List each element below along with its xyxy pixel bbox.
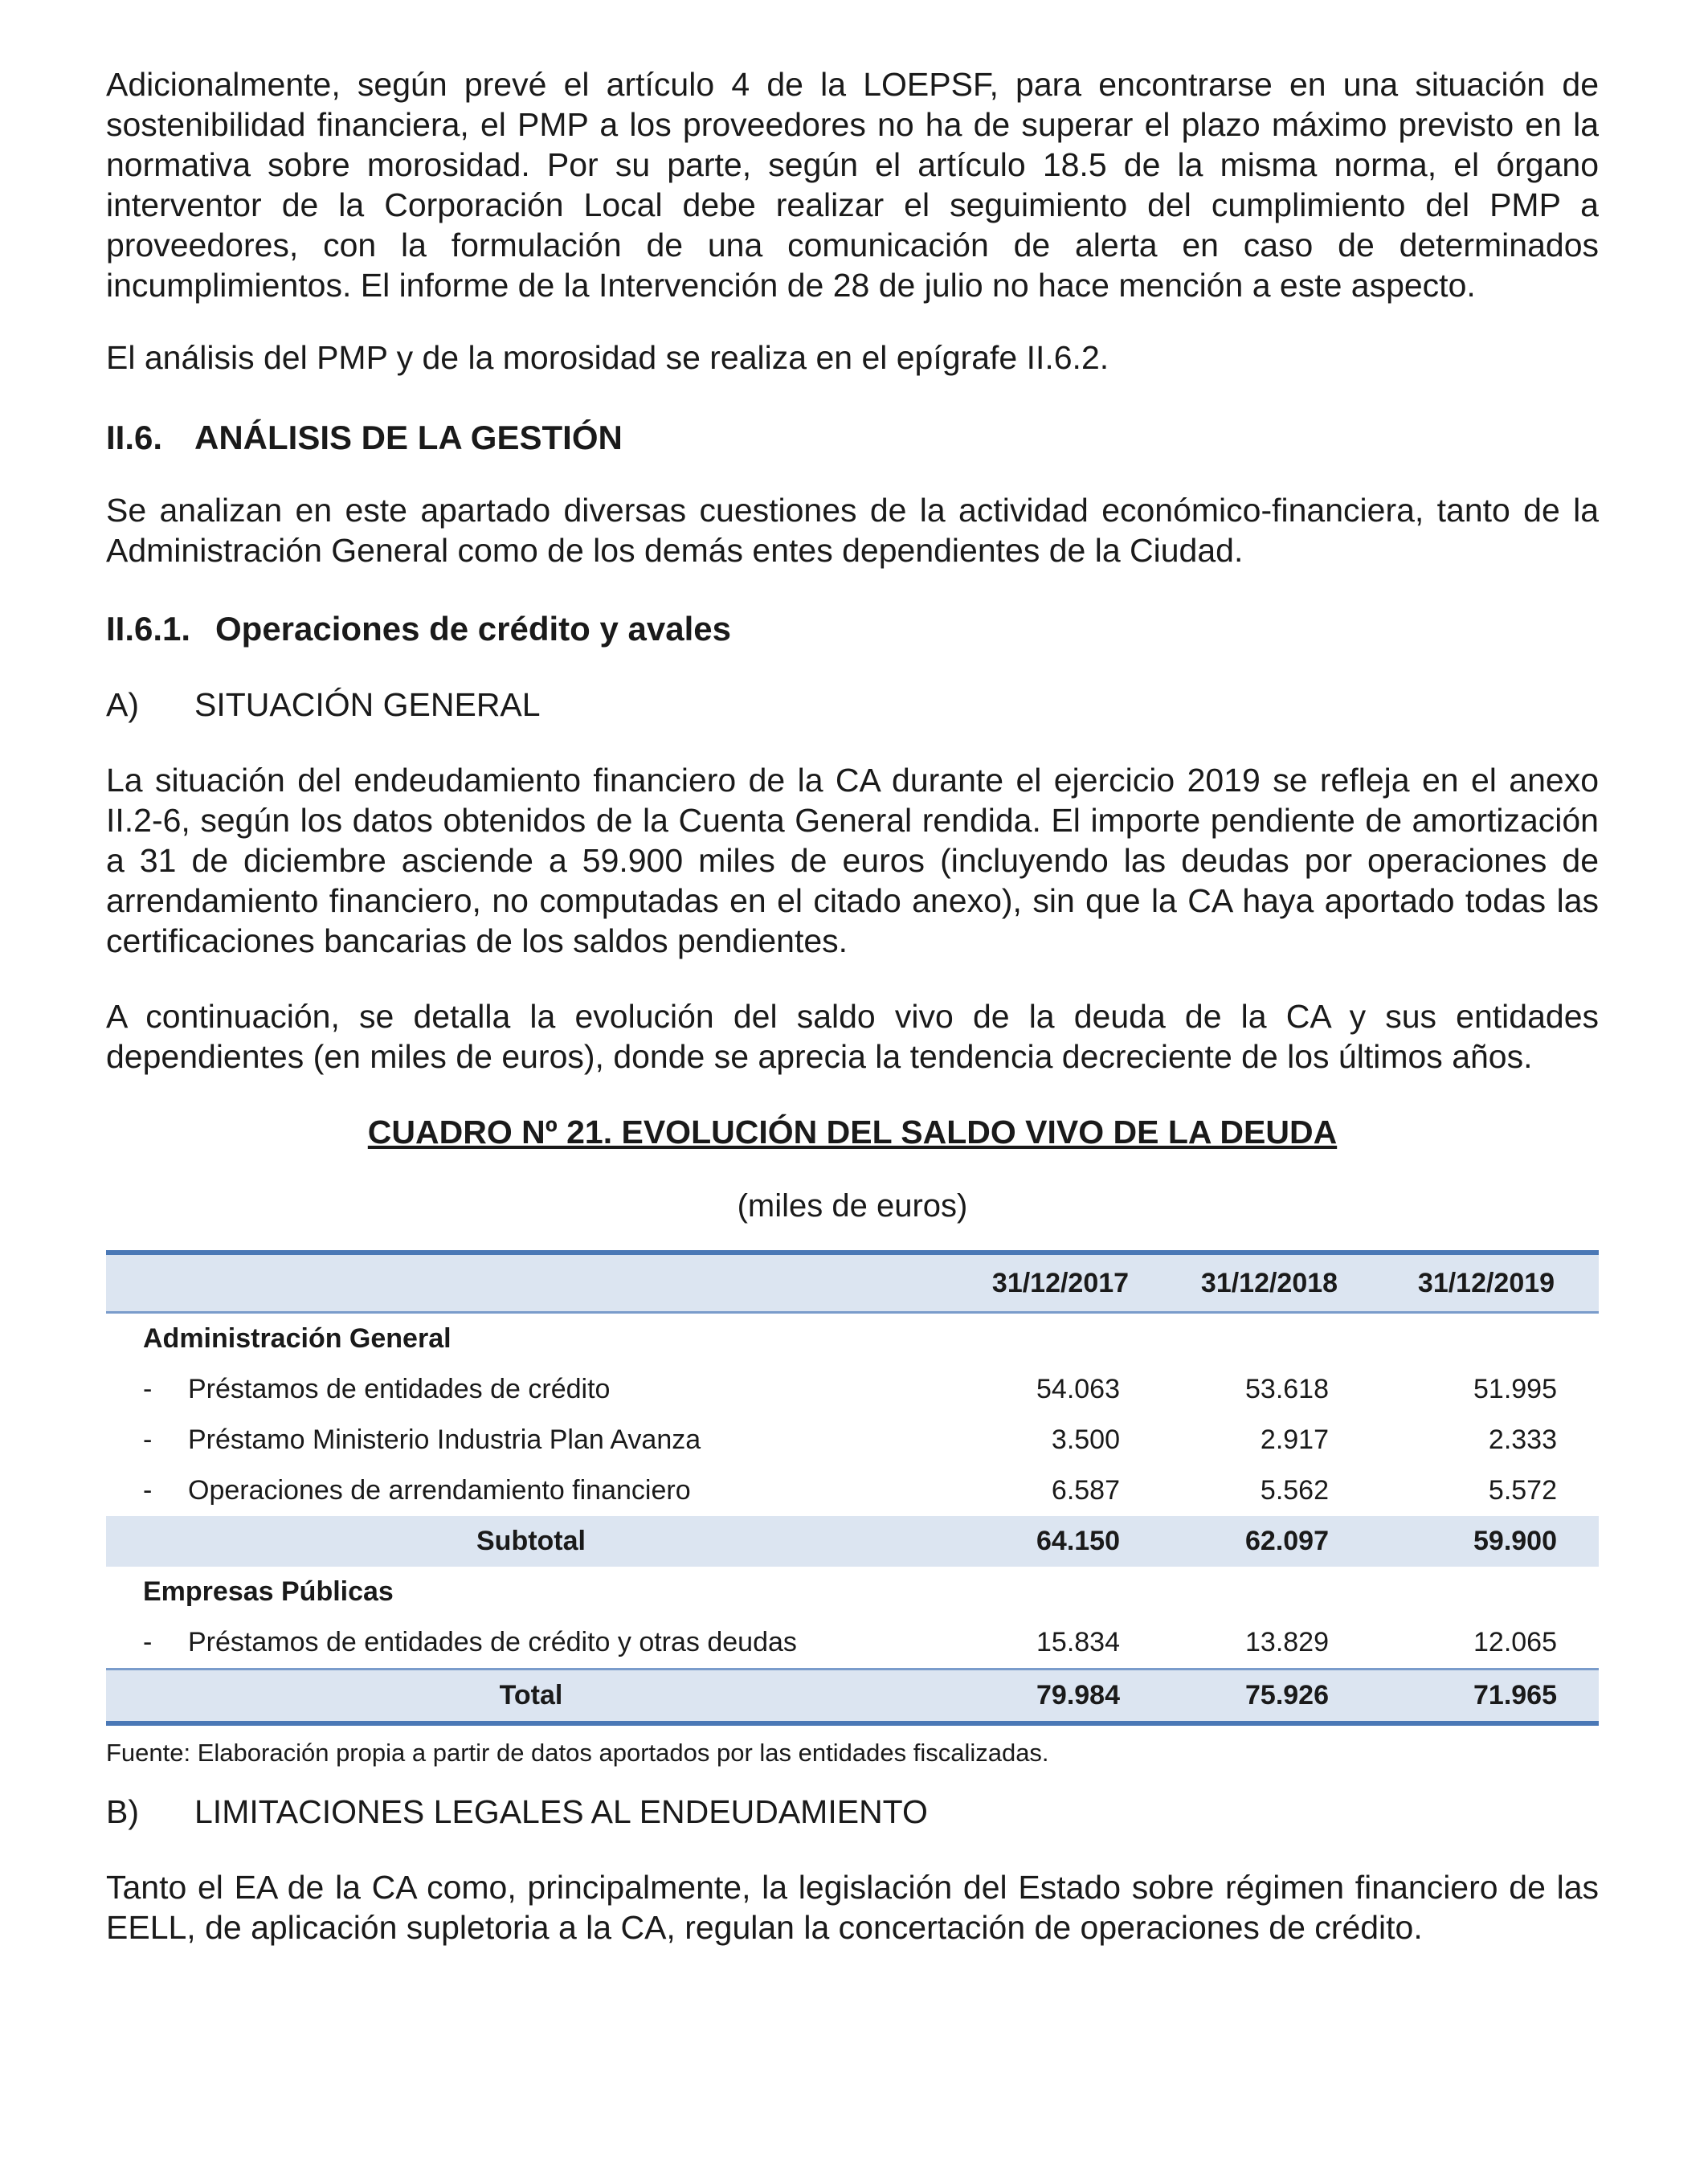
cell-2019: 51.995 (1473, 1374, 1557, 1404)
subsection-title: Operaciones de crédito y avales (215, 610, 731, 648)
subtotal-row (106, 1516, 1599, 1567)
paragraph-evolucion-deuda: A continuación, se detalla la evolución del saldo vivo de la deuda de la CA y sus entidades dependientes (en miles de euros), donde se aprecia la tendencia decreciente de los últimos años. (106, 998, 1599, 1075)
group-label: Empresas Públicas (143, 1576, 394, 1607)
group-row-administracion (106, 1313, 1599, 1365)
row-label (106, 1465, 956, 1516)
cell-2018: 5.562 (1260, 1475, 1329, 1506)
subsection-heading (106, 609, 1599, 649)
table-source: Fuente: Elaboración propia a partir de datos aportados por las entidades fiscalizadas. (106, 1739, 1049, 1767)
cell-2019: 2.333 (1488, 1424, 1557, 1455)
row-label-text: Préstamos de entidades de crédito (188, 1374, 611, 1404)
section-heading (106, 418, 1599, 458)
paragraph-analisis-pmp: El análisis del PMP y de la morosidad se realiza en el epígrafe II.6.2. (106, 339, 1109, 376)
subtotal-2017: 64.150 (956, 1516, 1165, 1567)
paragraph-pmp-sostenibilidad: Adicionalmente, según prevé el artículo 4 de la LOEPSF, para encontrarse en una situación de sostenibilidad financiera, el PMP a los proveedores no ha de superar el plazo máximo previsto en la normativa sobre morosidad. Por su parte, según el artículo 18.5 de la misma norma, el órgano interventor de la Corporación Local debe realizar el seguimiento del cumplimiento del PMP a proveedores, con la formulación de una comunicación de alerta en caso de determinados incumplimientos. El informe de la Intervención de 28 de julio no hace mención a este aspecto. (106, 66, 1599, 304)
heading-b (106, 1792, 1599, 1832)
row-label-text: Operaciones de arrendamiento financiero (188, 1475, 691, 1506)
header-2019: 31/12/2019 (1374, 1253, 1599, 1313)
table-row (106, 1617, 1599, 1670)
heading-b-letter: B) (106, 1793, 139, 1830)
subtotal-2019: 59.900 (1374, 1516, 1599, 1567)
paragraph-apartado: Se analizan en este apartado diversas cuestiones de la actividad económico-financiera, tanto de la Administración General como de los demás entes dependientes de la Ciudad. (106, 492, 1599, 569)
table-row (106, 1415, 1599, 1465)
table-title: CUADRO Nº 21. EVOLUCIÓN DEL SALDO VIVO DE LA DEUDA (367, 1114, 1338, 1151)
header-2018: 31/12/2018 (1165, 1253, 1374, 1313)
cell-2018: 53.618 (1245, 1374, 1329, 1404)
total-2017: 79.984 (956, 1670, 1165, 1724)
row-dash: - (143, 1627, 153, 1657)
header-2017: 31/12/2017 (956, 1253, 1165, 1313)
section-number: II.6. (106, 419, 163, 456)
row-label (106, 1364, 956, 1415)
paragraph-limitaciones: Tanto el EA de la CA como, principalmente, la legislación del Estado sobre régimen financiero de las EELL, de aplicación supletoria a la CA, regulan la concertación de operaciones de crédito. (106, 1869, 1599, 1946)
heading-a (106, 685, 1599, 725)
total-2018: 75.926 (1165, 1670, 1374, 1724)
table-row (106, 1465, 1599, 1516)
subtotal-2018: 62.097 (1165, 1516, 1374, 1567)
subsection-number: II.6.1. (106, 610, 191, 648)
header-empty (106, 1253, 956, 1313)
cell-2018: 2.917 (1260, 1424, 1329, 1455)
paragraph-situacion-endeudamiento: La situación del endeudamiento financiero de la CA durante el ejercicio 2019 se refleja en el anexo II.2-6, según los datos obtenidos de la Cuenta General rendida. El importe pendiente de amortización a 31 de diciembre asciende a 59.900 miles de euros (incluyendo las deudas por operaciones de arrendamiento financiero, no computadas en el citado anexo), sin que la CA haya aportado todas las certificaciones bancarias de los saldos pendientes. (106, 762, 1599, 959)
heading-a-letter: A) (106, 686, 139, 723)
cell-2017: 6.587 (1051, 1475, 1120, 1506)
total-2019: 71.965 (1374, 1670, 1599, 1724)
table-row (106, 1364, 1599, 1415)
table-unit: (miles de euros) (737, 1188, 968, 1224)
cell-2017: 3.500 (1051, 1424, 1120, 1455)
group-label: Administración General (143, 1323, 452, 1354)
group-row-empresas (106, 1567, 1599, 1617)
cell-2018: 13.829 (1245, 1627, 1329, 1657)
heading-b-title: LIMITACIONES LEGALES AL ENDEUDAMIENTO (194, 1793, 928, 1830)
row-dash: - (143, 1424, 153, 1455)
document-page (106, 64, 1599, 1948)
heading-a-title: SITUACIÓN GENERAL (194, 686, 541, 723)
cell-2017: 15.834 (1036, 1627, 1120, 1657)
cell-2017: 54.063 (1036, 1374, 1120, 1404)
table-header-row (106, 1253, 1599, 1313)
cell-2019: 12.065 (1473, 1627, 1557, 1657)
row-label-text: Préstamo Ministerio Industria Plan Avanza (188, 1424, 701, 1455)
total-row (106, 1670, 1599, 1724)
debt-evolution-table (106, 1250, 1599, 1726)
row-label (106, 1617, 956, 1670)
cell-2019: 5.572 (1488, 1475, 1557, 1506)
row-label (106, 1415, 956, 1465)
row-dash: - (143, 1475, 153, 1506)
section-title: ANÁLISIS DE LA GESTIÓN (194, 419, 623, 456)
total-label: Total (106, 1670, 956, 1724)
row-label-text: Préstamos de entidades de crédito y otras deudas (188, 1627, 797, 1657)
subtotal-label: Subtotal (106, 1516, 956, 1567)
row-dash: - (143, 1374, 153, 1404)
